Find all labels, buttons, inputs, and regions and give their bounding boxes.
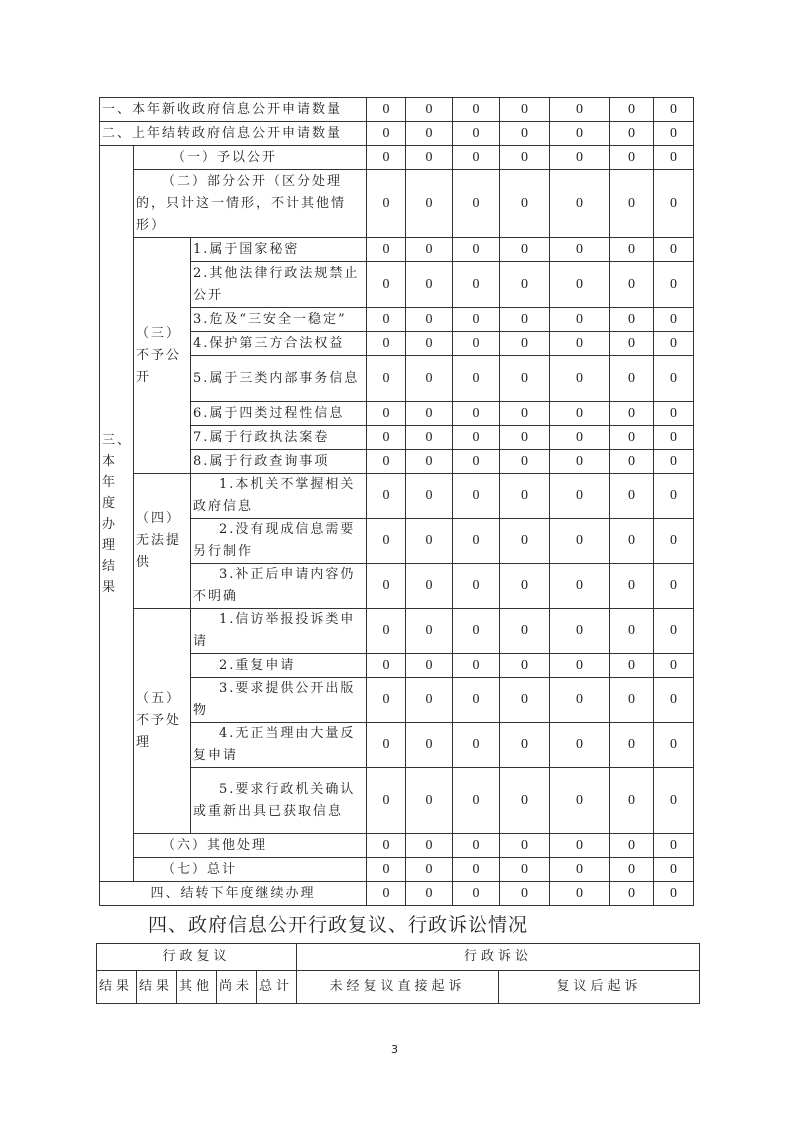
value-cell: 0 — [500, 238, 550, 262]
value-cell: 0 — [550, 723, 610, 768]
litigation-col: 复议后起诉 — [499, 971, 700, 1004]
value-cell: 0 — [367, 882, 406, 906]
value-cell: 0 — [453, 426, 500, 450]
table-row — [100, 882, 694, 906]
value-cell: 0 — [654, 474, 694, 519]
value-cell: 0 — [453, 122, 500, 146]
row-label: 1.本机关不掌握相关政府信息 — [191, 474, 367, 519]
value-cell: 0 — [550, 450, 610, 474]
value-cell: 0 — [500, 426, 550, 450]
value-cell: 0 — [550, 519, 610, 564]
row-label: 1.信访举报投诉类申请 — [191, 609, 367, 654]
value-cell: 0 — [367, 426, 406, 450]
value-cell: 0 — [453, 678, 500, 723]
value-cell: 0 — [367, 609, 406, 654]
value-cell: 0 — [406, 519, 453, 564]
value-cell: 0 — [406, 768, 453, 834]
value-cell: 0 — [406, 678, 453, 723]
row-label: 二、上年结转政府信息公开申请数量 — [100, 122, 367, 146]
review-header: 行政复议 — [97, 944, 297, 971]
row-label: 一、本年新收政府信息公开申请数量 — [100, 98, 367, 122]
value-cell: 0 — [610, 678, 654, 723]
value-cell: 0 — [500, 450, 550, 474]
row-label: 4.无正当理由大量反复申请 — [191, 723, 367, 768]
value-cell: 0 — [453, 402, 500, 426]
review-col: 尚未 — [217, 971, 257, 1004]
table-row — [100, 609, 694, 654]
value-cell: 0 — [453, 98, 500, 122]
value-cell: 0 — [654, 308, 694, 332]
value-cell: 0 — [367, 474, 406, 519]
value-cell: 0 — [406, 402, 453, 426]
value-cell: 0 — [453, 308, 500, 332]
value-cell: 0 — [453, 564, 500, 609]
value-cell: 0 — [367, 238, 406, 262]
value-cell: 0 — [610, 402, 654, 426]
value-cell: 0 — [654, 678, 694, 723]
value-cell: 0 — [610, 654, 654, 678]
value-cell: 0 — [367, 308, 406, 332]
value-cell: 0 — [453, 609, 500, 654]
value-cell: 0 — [654, 332, 694, 356]
value-cell: 0 — [367, 170, 406, 238]
value-cell: 0 — [550, 122, 610, 146]
value-cell: 0 — [453, 519, 500, 564]
value-cell: 0 — [654, 98, 694, 122]
value-cell: 0 — [610, 723, 654, 768]
value-cell: 0 — [406, 356, 453, 402]
value-cell: 0 — [500, 768, 550, 834]
value-cell: 0 — [654, 609, 694, 654]
application-results-table — [99, 97, 694, 906]
table-row — [100, 474, 694, 519]
value-cell: 0 — [406, 723, 453, 768]
value-cell: 0 — [654, 238, 694, 262]
value-cell: 0 — [550, 98, 610, 122]
value-cell: 0 — [500, 519, 550, 564]
value-cell: 0 — [453, 882, 500, 906]
value-cell: 0 — [406, 122, 453, 146]
value-cell: 0 — [367, 402, 406, 426]
value-cell: 0 — [610, 332, 654, 356]
litigation-header: 行政诉讼 — [297, 944, 700, 971]
group3-label: （三）不予公开 — [134, 238, 191, 474]
value-cell: 0 — [453, 238, 500, 262]
value-cell: 0 — [367, 450, 406, 474]
value-cell: 0 — [367, 122, 406, 146]
row-label: 3.补正后申请内容仍不明确 — [191, 564, 367, 609]
value-cell: 0 — [550, 654, 610, 678]
value-cell: 0 — [550, 858, 610, 882]
value-cell: 0 — [654, 450, 694, 474]
review-col: 总计 — [257, 971, 297, 1004]
section3-label: 三、本年度办理结果 — [100, 146, 134, 882]
value-cell: 0 — [610, 450, 654, 474]
value-cell: 0 — [453, 723, 500, 768]
row-label: 2.其他法律行政法规禁止公开 — [191, 262, 367, 308]
value-cell: 0 — [406, 146, 453, 170]
value-cell: 0 — [453, 332, 500, 356]
value-cell: 0 — [550, 882, 610, 906]
section-heading: 四、政府信息公开行政复议、行政诉讼情况 — [148, 914, 529, 936]
value-cell: 0 — [453, 262, 500, 308]
value-cell: 0 — [654, 262, 694, 308]
value-cell: 0 — [367, 723, 406, 768]
value-cell: 0 — [654, 356, 694, 402]
value-cell: 0 — [406, 474, 453, 519]
value-cell: 0 — [367, 146, 406, 170]
value-cell: 0 — [610, 122, 654, 146]
row-label: 2.没有现成信息需要另行制作 — [191, 519, 367, 564]
value-cell: 0 — [406, 170, 453, 238]
value-cell: 0 — [654, 122, 694, 146]
value-cell: 0 — [500, 564, 550, 609]
value-cell: 0 — [367, 564, 406, 609]
value-cell: 0 — [550, 474, 610, 519]
value-cell: 0 — [610, 146, 654, 170]
value-cell: 0 — [610, 170, 654, 238]
value-cell: 0 — [550, 356, 610, 402]
value-cell: 0 — [500, 402, 550, 426]
row-label: 5.要求行政机关确认或重新出具已获取信息 — [191, 768, 367, 834]
row-label: （二）部分公开（区分处理的，只计这一情形，不计其他情形） — [134, 170, 367, 238]
value-cell: 0 — [406, 332, 453, 356]
value-cell: 0 — [367, 834, 406, 858]
value-cell: 0 — [406, 450, 453, 474]
value-cell: 0 — [550, 238, 610, 262]
value-cell: 0 — [610, 474, 654, 519]
value-cell: 0 — [406, 654, 453, 678]
value-cell: 0 — [406, 238, 453, 262]
value-cell: 0 — [453, 474, 500, 519]
value-cell: 0 — [654, 882, 694, 906]
value-cell: 0 — [500, 882, 550, 906]
value-cell: 0 — [500, 332, 550, 356]
value-cell: 0 — [500, 262, 550, 308]
table-row — [100, 146, 694, 170]
review-litigation-table — [96, 943, 700, 1004]
value-cell: 0 — [367, 768, 406, 834]
value-cell: 0 — [406, 262, 453, 308]
value-cell: 0 — [406, 834, 453, 858]
value-cell: 0 — [500, 146, 550, 170]
value-cell: 0 — [550, 609, 610, 654]
review-col: 结果 — [97, 971, 137, 1004]
value-cell: 0 — [453, 858, 500, 882]
value-cell: 0 — [367, 654, 406, 678]
value-cell: 0 — [610, 564, 654, 609]
value-cell: 0 — [367, 519, 406, 564]
value-cell: 0 — [610, 238, 654, 262]
value-cell: 0 — [550, 768, 610, 834]
value-cell: 0 — [500, 170, 550, 238]
value-cell: 0 — [654, 858, 694, 882]
value-cell: 0 — [654, 654, 694, 678]
value-cell: 0 — [610, 308, 654, 332]
value-cell: 0 — [550, 146, 610, 170]
value-cell: 0 — [550, 426, 610, 450]
table-row — [100, 858, 694, 882]
value-cell: 0 — [367, 678, 406, 723]
value-cell: 0 — [406, 858, 453, 882]
value-cell: 0 — [500, 609, 550, 654]
value-cell: 0 — [654, 768, 694, 834]
value-cell: 0 — [453, 356, 500, 402]
value-cell: 0 — [654, 723, 694, 768]
value-cell: 0 — [610, 356, 654, 402]
row-label: 4.保护第三方合法权益 — [191, 332, 367, 356]
value-cell: 0 — [550, 262, 610, 308]
value-cell: 0 — [406, 882, 453, 906]
value-cell: 0 — [367, 858, 406, 882]
table-row — [100, 170, 694, 238]
row-label: 6.属于四类过程性信息 — [191, 402, 367, 426]
value-cell: 0 — [550, 678, 610, 723]
litigation-col: 未经复议直接起诉 — [297, 971, 499, 1004]
value-cell: 0 — [654, 519, 694, 564]
table-row — [100, 98, 694, 122]
value-cell: 0 — [453, 170, 500, 238]
group5-label: （五）不予处理 — [134, 609, 191, 834]
value-cell: 0 — [610, 519, 654, 564]
page-number: 3 — [391, 1043, 398, 1056]
value-cell: 0 — [500, 122, 550, 146]
value-cell: 0 — [406, 564, 453, 609]
value-cell: 0 — [654, 402, 694, 426]
value-cell: 0 — [654, 170, 694, 238]
value-cell: 0 — [610, 609, 654, 654]
value-cell: 0 — [453, 768, 500, 834]
row-label: 8.属于行政查询事项 — [191, 450, 367, 474]
value-cell: 0 — [610, 834, 654, 858]
review-col: 结果 — [137, 971, 177, 1004]
row-label: 5.属于三类内部事务信息 — [191, 356, 367, 402]
value-cell: 0 — [367, 262, 406, 308]
value-cell: 0 — [500, 723, 550, 768]
value-cell: 0 — [453, 654, 500, 678]
value-cell: 0 — [500, 858, 550, 882]
row-label: （一）予以公开 — [134, 146, 367, 170]
value-cell: 0 — [550, 332, 610, 356]
row-label: 2.重复申请 — [191, 654, 367, 678]
row-label: 四、结转下年度继续办理 — [100, 882, 367, 906]
table-row — [100, 122, 694, 146]
value-cell: 0 — [654, 426, 694, 450]
table-row — [100, 834, 694, 858]
value-cell: 0 — [610, 98, 654, 122]
row-label: 3.危及“三安全一稳定” — [191, 308, 367, 332]
value-cell: 0 — [500, 654, 550, 678]
value-cell: 0 — [406, 426, 453, 450]
row-label: 3.要求提供公开出版物 — [191, 678, 367, 723]
value-cell: 0 — [406, 609, 453, 654]
value-cell: 0 — [550, 308, 610, 332]
value-cell: 0 — [500, 678, 550, 723]
value-cell: 0 — [500, 474, 550, 519]
value-cell: 0 — [500, 98, 550, 122]
value-cell: 0 — [453, 146, 500, 170]
value-cell: 0 — [500, 834, 550, 858]
table-row — [100, 238, 694, 262]
value-cell: 0 — [654, 146, 694, 170]
value-cell: 0 — [610, 262, 654, 308]
value-cell: 0 — [367, 356, 406, 402]
value-cell: 0 — [610, 768, 654, 834]
value-cell: 0 — [550, 834, 610, 858]
value-cell: 0 — [500, 356, 550, 402]
value-cell: 0 — [500, 308, 550, 332]
value-cell: 0 — [610, 882, 654, 906]
value-cell: 0 — [610, 858, 654, 882]
row-label: 7.属于行政执法案卷 — [191, 426, 367, 450]
value-cell: 0 — [654, 564, 694, 609]
value-cell: 0 — [610, 426, 654, 450]
value-cell: 0 — [550, 564, 610, 609]
value-cell: 0 — [367, 332, 406, 356]
value-cell: 0 — [367, 98, 406, 122]
value-cell: 0 — [453, 450, 500, 474]
value-cell: 0 — [406, 308, 453, 332]
review-col: 其他 — [177, 971, 217, 1004]
row-label: 1.属于国家秘密 — [191, 238, 367, 262]
value-cell: 0 — [550, 402, 610, 426]
value-cell: 0 — [654, 834, 694, 858]
value-cell: 0 — [406, 98, 453, 122]
value-cell: 0 — [453, 834, 500, 858]
value-cell: 0 — [550, 170, 610, 238]
row-label: （七）总计 — [134, 858, 367, 882]
group4-label: （四）无法提供 — [134, 474, 191, 609]
row-label: （六）其他处理 — [134, 834, 367, 858]
